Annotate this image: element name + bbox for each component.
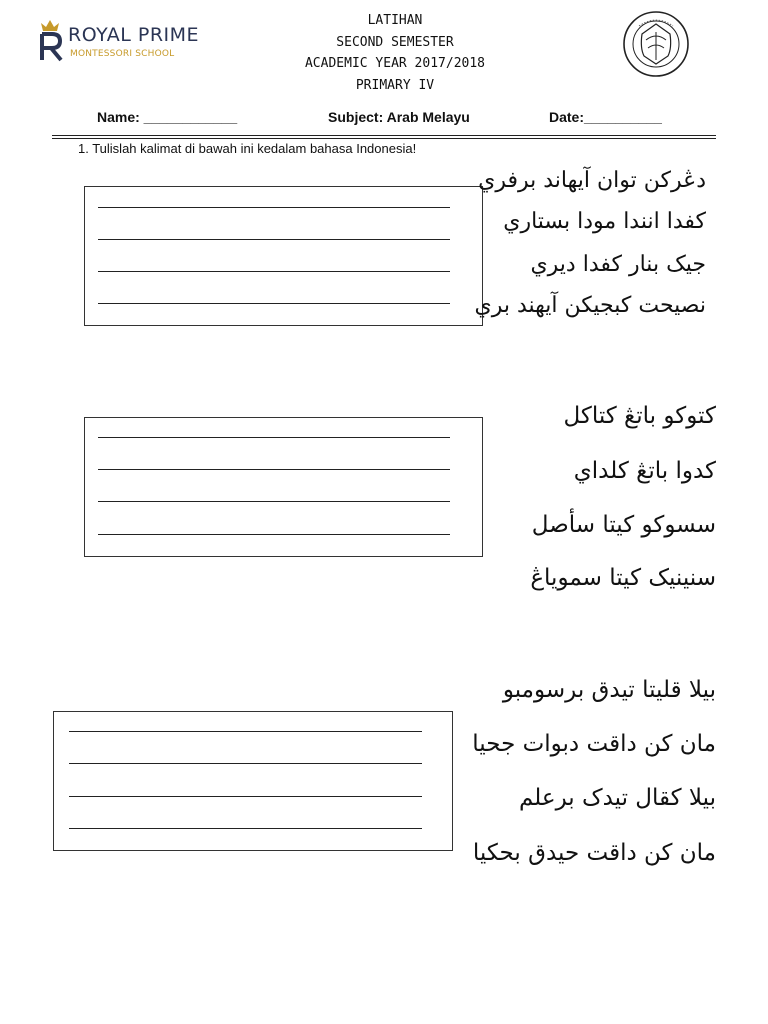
heading-line-3: ACADEMIC YEAR 2017/2018 <box>304 56 485 71</box>
answer-box-1[interactable] <box>84 186 483 326</box>
answer-box-3[interactable] <box>53 711 453 851</box>
header-divider-top <box>52 135 716 136</box>
worksheet-heading <box>250 10 540 96</box>
arabic-sentence: کدوا باتڠ کلداي <box>573 458 716 484</box>
heading-line-2: SECOND SEMESTER <box>336 34 454 50</box>
royal-prime-r-icon <box>38 18 68 62</box>
arabic-sentence: کفدا انندا مودا بستاري <box>503 209 706 234</box>
heading-line-4: PRIMARY IV <box>355 77 435 93</box>
arabic-sentence: مان کن داقت دبوات جحيا <box>472 731 716 757</box>
heading-line-1: LATIHAN <box>367 13 423 28</box>
school-name: ROYAL PRIME <box>68 24 200 46</box>
school-logo <box>38 18 208 64</box>
answer-line[interactable] <box>69 763 422 764</box>
arabic-sentence: بيلا کقال تيدک برعلم <box>518 785 716 811</box>
answer-line[interactable] <box>98 303 450 304</box>
answer-line[interactable] <box>69 828 422 829</box>
answer-line[interactable] <box>98 437 450 438</box>
arabic-sentence: سنينيک کيتا سموياڠ <box>530 565 716 591</box>
arabic-sentence: مان کن داقت حيدق بحکيا <box>472 840 716 866</box>
answer-box-2[interactable] <box>84 417 483 557</box>
subject-label: Subject: Arab Melayu <box>328 109 470 125</box>
arabic-sentence: بيلا قليتا تيدق برسومبو <box>502 677 716 703</box>
answer-line[interactable] <box>98 271 450 272</box>
answer-line[interactable] <box>98 501 450 502</box>
answer-line[interactable] <box>98 207 450 208</box>
arabic-sentence: سسوکو کيتا سأصل <box>531 512 716 538</box>
answer-line[interactable] <box>69 731 422 732</box>
header-divider-bottom <box>52 138 716 139</box>
school-subtitle: MONTESSORI SCHOOL <box>70 49 175 59</box>
answer-line[interactable] <box>98 469 450 470</box>
university-seal-icon <box>622 10 690 78</box>
arabic-sentence: جيک بنار کفدا ديري <box>530 252 706 277</box>
arabic-sentence: کتوکو باتڠ کتاکل <box>563 403 716 429</box>
arabic-sentence: نصيحت کبجيکن آيهند بري <box>474 293 706 318</box>
answer-line[interactable] <box>98 534 450 535</box>
date-field[interactable]: Date:__________ <box>549 109 662 125</box>
arabic-sentence: دڠرکن توان آيهاند برفري <box>478 168 706 193</box>
name-field[interactable]: Name: ____________ <box>97 109 238 125</box>
answer-line[interactable] <box>69 796 422 797</box>
student-info-row <box>0 109 768 129</box>
answer-line[interactable] <box>98 239 450 240</box>
instruction-text: 1. Tulislah kalimat di bawah ini kedalam bahasa Indonesia! <box>78 141 417 156</box>
